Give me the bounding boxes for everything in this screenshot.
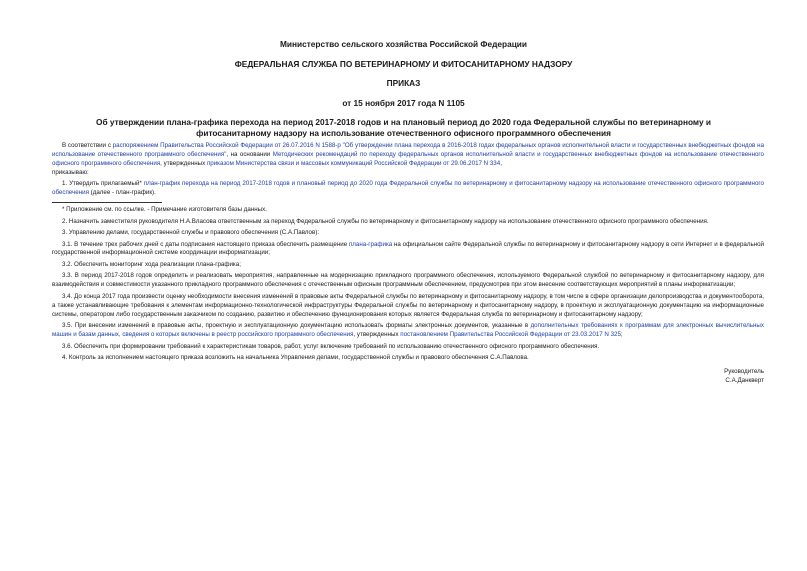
order-334-link[interactable]: приказом Министерства связи и массовых коммуникаций Российской Федерации от 29.06.2017 N 334	[206, 159, 501, 167]
preamble-paragraph	[52, 142, 764, 169]
preamble-text: В соответствии с	[62, 142, 113, 149]
service-name: ФЕДЕРАЛЬНАЯ СЛУЖБА ПО ВЕТЕРИНАРНОМУ И ФИТОСАНИТАРНОМУ НАДЗОРУ	[234, 59, 573, 69]
item-3-5-text: ;	[620, 331, 623, 339]
document-type: ПРИКАЗ	[386, 78, 421, 88]
item-1	[52, 180, 764, 198]
item-3-5	[52, 322, 764, 340]
preamble-text: ,	[500, 159, 502, 167]
document-body	[52, 142, 764, 386]
preamble-text: , утвержденных	[160, 159, 207, 167]
signature-position: Руководитель	[724, 367, 764, 375]
item-3-5-text: 3.5. При внесении изменений в правовые акты, проектную и эксплуатационную документацию использовать форматы электронных документов, указанные в	[62, 322, 531, 330]
order-word: приказываю:	[52, 168, 89, 176]
item-3-1	[52, 241, 764, 259]
item-1-text: (далее - план-график).	[88, 189, 156, 197]
item-3-2: 3.2. Обеспечить мониторинг хода реализации плана-графика;	[62, 260, 241, 268]
document-title	[60, 117, 747, 138]
footnote-divider	[52, 202, 162, 203]
document-title-line: Об утверждении плана-графика перехода на период 2017-2018 годов и на плановый период до 2020 года Федеральной службы по ветеринарному и	[96, 117, 711, 127]
document-date-number: от 15 ноября 2017 года N 1105	[342, 98, 465, 108]
item-3-3: 3.3. В период 2017-2018 годов определить и реализовать мероприятия, направленные на модернизацию прикладного программного обеспечения, используемого Федеральной службой по ветеринарному и фитосанитарному надзору, для взаимодействия и совместимости указанного прикладного программного обеспечения с отечественным офисным программным обеспечением, предусмотрев при этом внесение соответствующих мероприятий в планы информатизации;	[52, 272, 764, 289]
decree-1588-link[interactable]: распоряжением Правительства Российской Федерации от 26.07.2016 N 1588-р "Об утверждении плана перехода в 2016-2018 годах федеральных органов исполнительной власти и государственных внебюджетных фондов на использование отечественного программного обеспечения"	[52, 142, 765, 158]
plan-schedule-short-link[interactable]: плана-графика	[348, 240, 393, 248]
footnote: * Приложение см. по ссылке. - Примечание изготовителя базы данных.	[62, 206, 267, 214]
document-title-line: фитосанитарному надзору на использование отечественного офисного программного обеспечения	[196, 127, 611, 138]
item-3-4: 3.4. До конца 2017 года произвести оценку необходимости внесения изменений в правовые акты Федеральной службы по ветеринарному и фитосанитарному надзору, в том числе в сфере организации делопроизводства и документооборота, а также устанавливающие требования к элементам информационно-технологической инфраструктуры Федеральной службы по ветеринарному и фитосанитарному надзору, в проектную и эксплуатационную документацию на информационные системы, оператором либо государственным заказчиком по созданию, развитию и обеспечению функционирования которых является Федеральная служба по ветеринарному и фитосанитарному надзору;	[52, 292, 764, 318]
item-1-text: 1. Утвердить прилагаемый*	[62, 180, 144, 188]
item-2: 2. Назначить заместителя руководителя Н.А.Власова ответственным за переход Федеральной службы по ветеринарному и фитосанитарному надзору на использование отечественного офисного программного обеспечения.	[62, 217, 709, 225]
methodical-recommendations-link[interactable]: Методических рекомендаций по переходу федеральных органов исполнительной власти и государственных внебюджетных фондов на использование отечественного офисного программного обеспечения	[52, 150, 764, 167]
item-3-1-text: на официальном сайте Федеральной службы по ветеринарному и фитосанитарному надзору в сети Интернет и в федеральной государственной информационной системе координации информатизации;	[52, 240, 764, 257]
item-3-1-text: 3.1. В течение трех рабочих дней с даты подписания настоящего приказа обеспечить размещение	[62, 240, 349, 248]
ministry-name: Министерство сельского хозяйства Российской Федерации	[280, 39, 527, 49]
additional-requirements-link[interactable]: дополнительных требованиях к программам для электронных вычислительных машин и базам данных, сведения о которых включены в реестр российского программного обеспечения	[52, 322, 764, 339]
signature-name: С.А.Данкверт	[725, 376, 764, 384]
item-3: 3. Управлению делами, государственной службы и правового обеспечения (С.А.Павлов):	[62, 229, 320, 237]
item-3-5-text: , утвержденных	[353, 331, 401, 339]
item-3-6: 3.6. Обеспечить при формировании требований к характеристикам товаров, работ, услуг включение требований по использованию отечественного офисного программного обеспечения.	[62, 342, 600, 350]
preamble-text: , на основании	[226, 150, 273, 158]
plan-schedule-link[interactable]: план-график перехода на период 2017-2018 годов и плановый период до 2020 года Федеральной службы по ветеринарному и фитосанитарному надзору на использование отечественного офисного программного обеспечения	[52, 180, 764, 197]
resolution-325-link[interactable]: постановлением Правительства Российской Федерации от 23.03.2017 N 325	[400, 331, 621, 339]
item-4: 4. Контроль за исполнением настоящего приказа возложить на начальника Управления делами, государственной службы и правового обеспечения С.А.Павлова.	[62, 354, 529, 362]
